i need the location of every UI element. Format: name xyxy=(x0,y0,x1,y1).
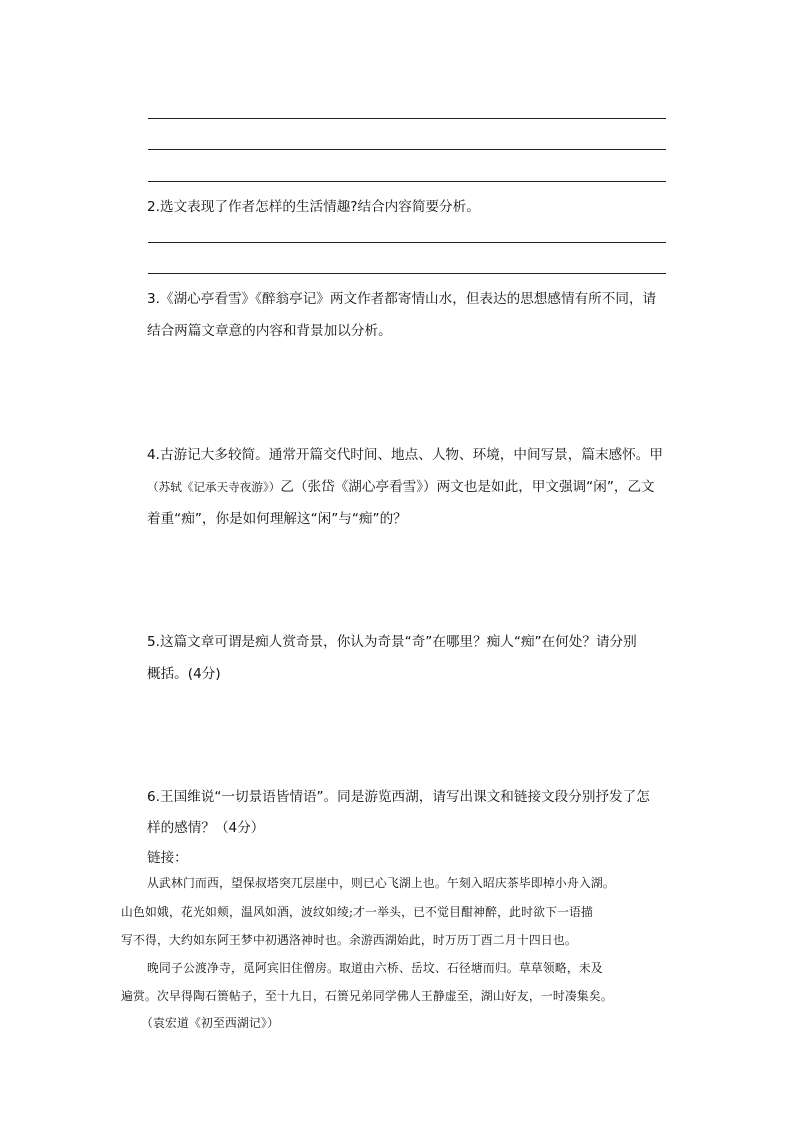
question-3-line-2: 结合两篇文章意的内容和背景加以分析。 xyxy=(147,323,392,339)
question-3-line-1: 3.《湖心亭看雪》《醉翁亭记》两文作者都寄情山水，但表达的思想感情有所不同，请 xyxy=(147,291,657,307)
answer-line xyxy=(148,273,666,274)
passage-line: 写不得，大约如东阿王梦中初遇洛神时也。余游西湖始此，时万历丁酉二月十四日也。 xyxy=(121,933,577,947)
answer-line xyxy=(148,149,666,150)
question-5-line-2: 概括。(4分) xyxy=(147,666,221,682)
answer-line xyxy=(148,118,666,119)
question-2: 2.选文表现了作者怎样的生活情趣?结合内容简要分析。 xyxy=(147,199,480,215)
answer-line xyxy=(148,242,666,243)
passage-line: 山色如娥，花光如颊，温风如酒，波纹如绫;才一举头，已不觉目酣神醉，此时欲下一语描 xyxy=(121,905,594,919)
question-4-line-1: 4.古游记大多较简。通常开篇交代时间、地点、人物、环境，中间写景，篇末感怀。甲 xyxy=(147,447,663,463)
question-6-line-2: 样的感情？（4分） xyxy=(147,820,265,836)
link-label: 链接： xyxy=(147,850,188,866)
question-4-source-a: （苏轼《记承天寺夜游》） xyxy=(147,480,281,494)
passage-line: 晚同子公渡净寺，觅阿宾旧住僧房。取道由六桥、岳坟、石径塘而归。草草领略，未及 xyxy=(147,961,603,975)
passage-line: 从武林门而西，望保叔塔突兀层崖中，则已心飞湖上也。午刻入昭庆茶毕即棹小舟入湖。 xyxy=(147,876,615,890)
question-6-line-1: 6.王国维说“一切景语皆情语”。同是游览西湖，请写出课文和链接文段分别抒发了怎 xyxy=(147,789,650,805)
passage-line: 遍赏。次早得陶石篑帖子，至十九日，石篑兄弟同学佛人王静虚至，湖山好友，一时凑集矣。 xyxy=(121,989,613,1003)
question-5-line-1: 5.这篇文章可谓是痴人赏奇景，你认为奇景“奇”在哪里？痴人“痴”在何处？请分别 xyxy=(147,634,637,650)
question-4-line-3: 着重“痴”，你是如何理解这“闲”与“痴”的？ xyxy=(147,511,407,527)
question-4-line-2 xyxy=(147,478,677,496)
passage-source: （袁宏道《初至西湖记》） xyxy=(141,1016,280,1030)
answer-line xyxy=(148,181,666,182)
question-4-source-b: 乙（张岱《湖心亭看雪》） xyxy=(280,479,437,495)
question-4-text: 两文也是如此，甲文强调“闲”，乙文 xyxy=(436,479,655,495)
